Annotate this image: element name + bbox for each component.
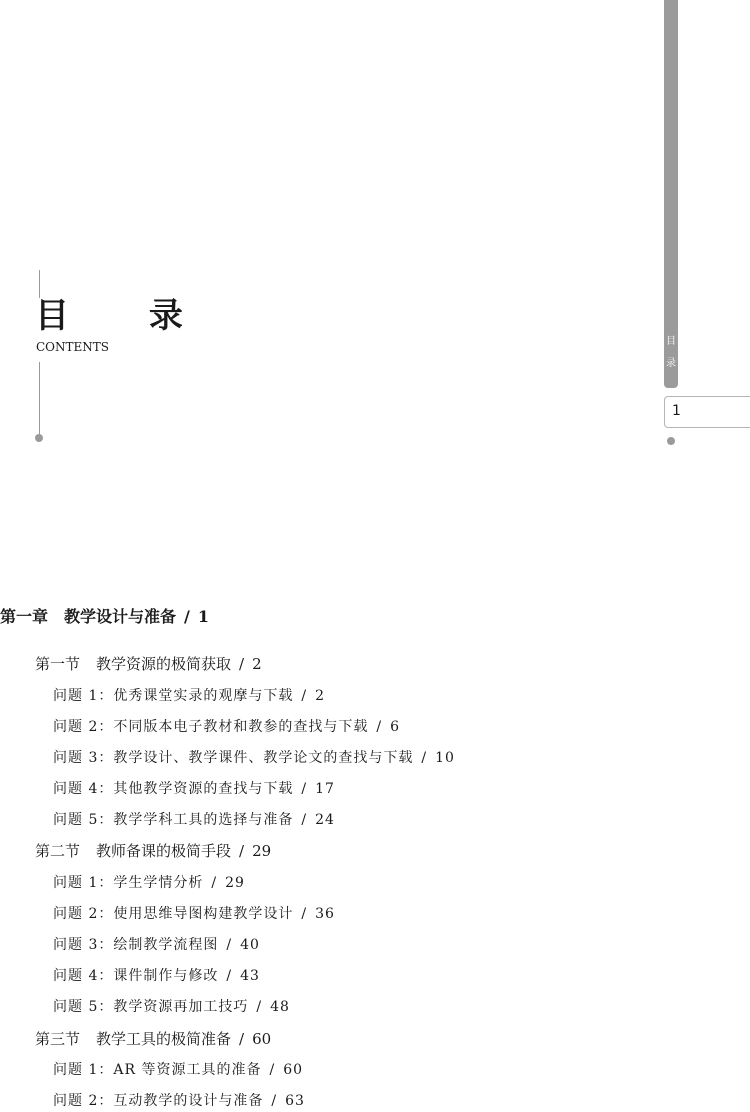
item-title: 优秀课堂实录的观摩与下载	[113, 688, 294, 704]
section-page: 60	[252, 1030, 272, 1048]
item-title: AR 等资源工具的准备	[113, 1062, 262, 1078]
chapter-label: 第一章	[0, 607, 49, 626]
item-page: 40	[240, 937, 260, 953]
section-title: 教学工具的极简准备	[96, 1030, 232, 1048]
side-tab-char: 录	[666, 358, 676, 369]
item-label: 问题 3：	[53, 750, 114, 766]
section-label: 第一节	[35, 655, 81, 673]
item-page: 43	[240, 968, 260, 984]
section-title: 教师备课的极简手段	[96, 842, 232, 860]
item-label: 问题 5：	[53, 999, 114, 1015]
side-dot	[667, 437, 675, 445]
item-page: 2	[315, 688, 325, 704]
side-tab-char: 目	[666, 336, 676, 347]
item-label: 问题 1：	[53, 875, 114, 891]
toc-item[interactable]: 问题 4：课件制作与修改 / 43	[53, 968, 260, 984]
item-page: 36	[315, 906, 335, 922]
item-label: 问题 3：	[53, 937, 114, 953]
item-label: 问题 4：	[53, 968, 114, 984]
toc-item[interactable]: 问题 3：教学设计、教学课件、教学论文的查找与下载 / 10	[53, 750, 455, 766]
toc-item[interactable]: 问题 1：AR 等资源工具的准备 / 60	[53, 1062, 304, 1078]
item-title: 其他教学资源的查找与下载	[113, 781, 294, 797]
item-label: 问题 1：	[53, 1062, 114, 1078]
section-page: 29	[252, 842, 272, 860]
item-page: 29	[225, 875, 245, 891]
toc-item[interactable]: 问题 3：绘制教学流程图 / 40	[53, 937, 260, 953]
item-label: 问题 4：	[53, 781, 114, 797]
item-page: 60	[283, 1062, 304, 1078]
item-label: 问题 5：	[53, 812, 114, 828]
toc-chapter[interactable]: 第一章 教学设计与准备 / 1	[0, 607, 210, 626]
chapter-title: 教学设计与准备	[64, 607, 177, 626]
header-rule-bottom	[39, 362, 40, 434]
chapter-page: 1	[197, 607, 210, 626]
toc-item[interactable]: 问题 1：学生学情分析 / 29	[53, 875, 245, 891]
section-label: 第二节	[35, 842, 81, 860]
section-label: 第三节	[35, 1030, 81, 1048]
item-title: 不同版本电子教材和教参的查找与下载	[113, 719, 369, 735]
page-number-box	[664, 396, 750, 428]
item-page: 6	[390, 719, 400, 735]
toc-item[interactable]: 问题 2：互动教学的设计与准备 / 63	[53, 1093, 305, 1109]
toc-item[interactable]: 问题 5：教学资源再加工技巧 / 48	[53, 999, 290, 1015]
item-label: 问题 1：	[53, 688, 114, 704]
toc-item[interactable]: 问题 4：其他教学资源的查找与下载 / 17	[53, 781, 335, 797]
item-page: 10	[435, 750, 455, 766]
header-dot	[35, 434, 43, 442]
page-number: 1	[672, 403, 681, 419]
toc-section[interactable]: 第二节 教师备课的极简手段 / 29	[35, 842, 272, 860]
item-title: 课件制作与修改	[113, 968, 219, 984]
item-label: 问题 2：	[53, 906, 114, 922]
item-title: 教学学科工具的选择与准备	[113, 812, 294, 828]
toc-item[interactable]: 问题 2：使用思维导图构建教学设计 / 36	[53, 906, 335, 922]
toc-section[interactable]: 第一节 教学资源的极简获取 / 2	[35, 655, 262, 673]
item-title: 使用思维导图构建教学设计	[113, 906, 294, 922]
toc-section[interactable]: 第三节 教学工具的极简准备 / 60	[35, 1030, 272, 1048]
section-title: 教学资源的极简获取	[96, 655, 232, 673]
item-page: 24	[315, 812, 335, 828]
item-title: 教学设计、教学课件、教学论文的查找与下载	[113, 750, 414, 766]
toc-item[interactable]: 问题 2：不同版本电子教材和教参的查找与下载 / 6	[53, 719, 400, 735]
item-title: 互动教学的设计与准备	[113, 1093, 264, 1109]
item-title: 绘制教学流程图	[113, 937, 219, 953]
item-label: 问题 2：	[53, 719, 114, 735]
item-label: 问题 2：	[53, 1093, 114, 1109]
item-title: 教学资源再加工技巧	[113, 999, 249, 1015]
item-title: 学生学情分析	[113, 875, 204, 891]
toc-item[interactable]: 问题 5：教学学科工具的选择与准备 / 24	[53, 812, 335, 828]
toc-item[interactable]: 问题 1：优秀课堂实录的观摩与下载 / 2	[53, 688, 325, 704]
item-page: 48	[270, 999, 290, 1015]
side-tab-bar	[664, 0, 678, 388]
item-page: 17	[315, 781, 335, 797]
section-page: 2	[252, 655, 262, 673]
page-title: 目 录	[35, 296, 217, 336]
page-subtitle: CONTENTS	[36, 340, 110, 354]
item-page: 63	[285, 1093, 305, 1109]
